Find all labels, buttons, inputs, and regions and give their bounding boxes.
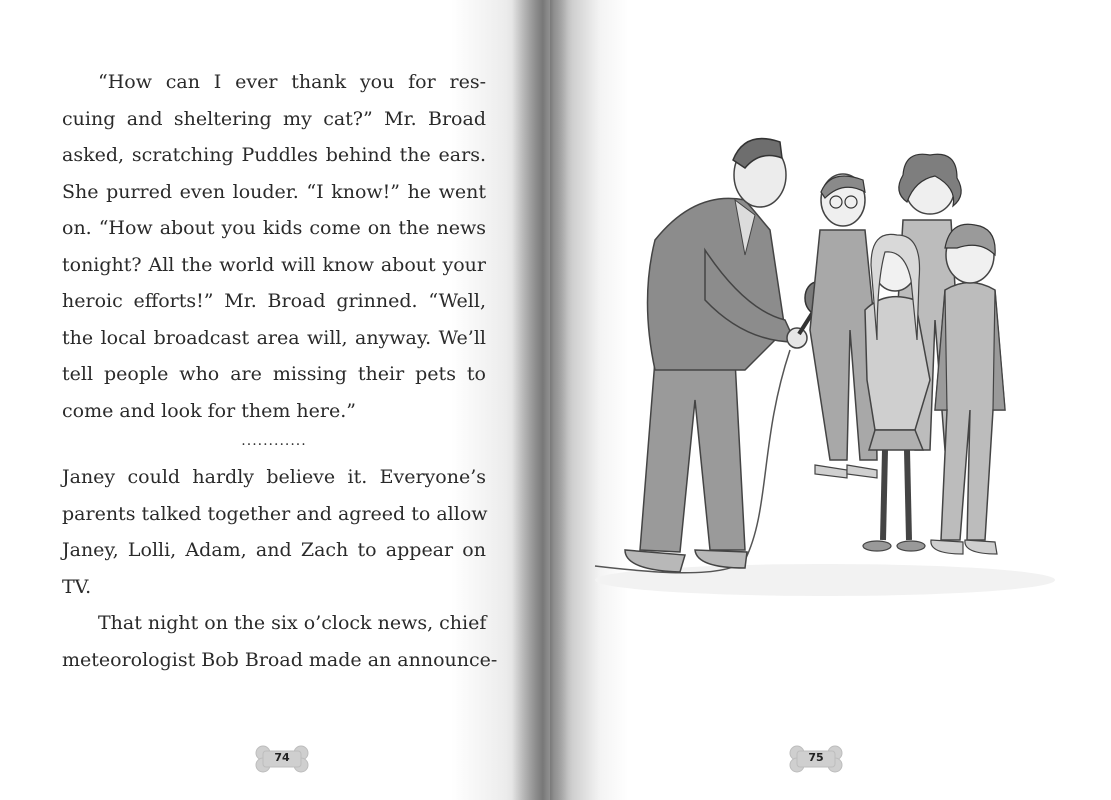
scene-separator: ............ (241, 433, 307, 449)
text-line: parents talked together and agreed to allow (62, 502, 488, 525)
page-number-badge-left (255, 744, 309, 774)
text-line: Janey could hardly believe it. Everyone’s (62, 466, 486, 488)
text-line: She purred even louder. “I know!” he went (62, 180, 486, 203)
paragraph-1 (62, 64, 486, 429)
text-line: meteorologist Bob Broad made an announce- (62, 648, 498, 671)
page-number-badge-right (789, 744, 843, 774)
text-line: come and look for them here.” (62, 399, 356, 422)
paragraph-2 (62, 459, 486, 605)
text-line: cuing and sheltering my cat?” Mr. Broad (62, 107, 486, 130)
page-number: 74 (274, 751, 290, 764)
text-line: on. “How about you kids come on the news (62, 217, 486, 239)
text-line: tell people who are missing their pets to (62, 363, 486, 385)
text-line: “How can I ever thank you for res- (98, 71, 486, 93)
book-gutter (512, 0, 568, 800)
text-line: tonight? All the world will know about your (62, 253, 486, 276)
text-line: asked, scratching Puddles behind the ears. (62, 144, 486, 166)
text-line: the local broadcast area will, anyway. We’ll (62, 326, 486, 349)
paragraph-3 (62, 605, 498, 678)
text-line: That night on the six o’clock news, chief (98, 612, 487, 634)
news-interview-illustration-icon (585, 80, 1055, 610)
left-page-text (62, 64, 498, 678)
text-line: TV. (62, 575, 92, 598)
text-line: Janey, Lolli, Adam, and Zach to appear on (62, 539, 486, 561)
text-line: heroic efforts!” Mr. Broad grinned. “Well, (62, 290, 486, 312)
page-number: 75 (808, 751, 824, 764)
